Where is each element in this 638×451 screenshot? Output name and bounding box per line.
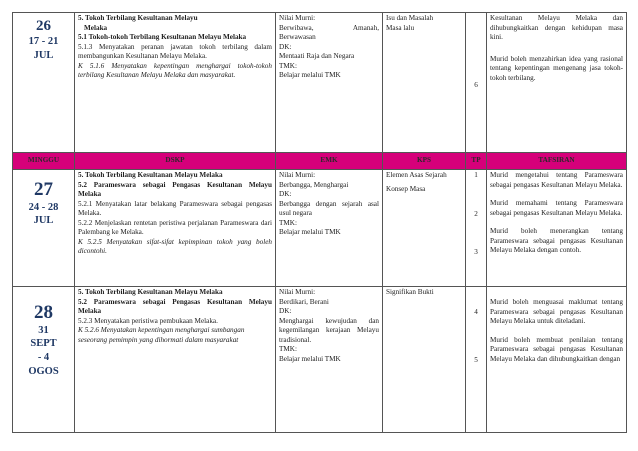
emk-value: Berdikari, Berani: [279, 297, 329, 306]
tp-cell: [466, 287, 487, 433]
dskp-standard: 5.2.3 Menyatakan peristiwa pembukaan Melaka.: [78, 316, 218, 325]
dskp-standard: K 5.2.5 Menyatakan sifat-sifat kepimpinan tokoh yang boleh dicontohi.: [78, 237, 272, 255]
week-date: OGOS: [28, 365, 59, 377]
emk-value: Berwibawa, Amanah, Berwawasan: [279, 23, 379, 41]
dskp-subtopic: 5.1 Tokoh-tokoh Terbilang Kesultanan Melayu Melaka: [78, 33, 247, 41]
tp-level: 2: [474, 209, 478, 218]
tp-cell: [466, 170, 487, 287]
dskp-standard: 5.1.3 Menyatakan peranan jawatan tokoh terbilang dalam membangunkan Kesultanan Melayu Melaka.: [78, 42, 272, 60]
kps-item: Elemen Asas Sejarah: [386, 171, 447, 179]
header-kps: KPS: [383, 153, 466, 170]
emk-value: Mentaati Raja dan Negara: [279, 52, 355, 60]
table-header: [13, 153, 627, 170]
header-tafsiran: TAFSIRAN: [487, 153, 627, 170]
tafsiran-text: Murid boleh menguasai maklumat tentang Parameswara sebagai pengasas Kesultanan Melayu Melaka untuk diteladani.: [490, 298, 623, 325]
header-dskp: DSKP: [75, 153, 276, 170]
kps-item: Isu dan Masalah: [386, 14, 434, 22]
kps-item: Masa lalu: [386, 23, 415, 32]
tp-level: 1: [474, 171, 478, 179]
kps-cell: [383, 287, 466, 433]
emk-value: Berbangga dengan sejarah asal usul negara: [279, 199, 379, 217]
emk-label: Nilai Murni:: [279, 171, 316, 179]
kps-cell: [383, 13, 466, 153]
emk-value: Belajar melalui TMK: [279, 71, 341, 79]
emk-cell: [276, 287, 383, 433]
kps-item: Konsep Masa: [386, 184, 426, 193]
emk-value: Belajar melalui TMK: [279, 354, 341, 363]
dskp-cell: [75, 287, 276, 433]
tafsiran-cell: [487, 13, 627, 153]
week-date: 17 - 21: [28, 36, 59, 48]
header-emk: EMK: [276, 153, 383, 170]
dskp-standard: 5.2.1 Menyatakan latar belakang Parameswara sebagai pengasas Melaka.: [78, 199, 272, 217]
week-number: 26: [36, 18, 51, 34]
week-date: - 4: [37, 352, 50, 364]
dskp-title: 5. Tokoh Terbilang Kesultanan Melayu: [78, 14, 198, 22]
week-date: 31: [38, 324, 49, 336]
dskp-standard: 5.2.2 Menjelaskan rentetan peristiwa perjalanan Parameswara dari Palembang ke Melaka.: [78, 218, 272, 236]
week-date: 24 - 28: [28, 201, 59, 213]
emk-label: DK:: [279, 307, 292, 315]
week-cell: [13, 287, 75, 433]
rpt-table: [12, 12, 627, 433]
tafsiran-cell: [487, 170, 627, 287]
dskp-title: Melaka: [84, 23, 108, 32]
tp-level: 6: [474, 81, 478, 89]
dskp-title: 5. Tokoh Terbilang Kesultanan Melayu Melaka: [78, 288, 223, 296]
tp-level: 3: [474, 248, 478, 256]
week-date: SEPT: [30, 338, 57, 350]
emk-label: Nilai Murni:: [279, 14, 316, 22]
header-minggu: MINGGU: [13, 153, 75, 170]
dskp-standard: seseorang pemimpin yang dihormati dalam masyarakat: [78, 335, 239, 344]
tafsiran-text: Murid memahami tentang Parameswara sebagai pengasas Kesultanan Melayu Melaka.: [490, 199, 623, 217]
dskp-standard: K 5.2.6 Menyatakan kepentingan menghargai sumbangan: [78, 326, 245, 334]
emk-label: TMK:: [279, 345, 297, 353]
tp-cell: [466, 13, 487, 153]
emk-label: DK:: [279, 42, 292, 51]
week-cell: [13, 170, 75, 287]
week-row-28: [13, 287, 627, 433]
dskp-cell: [75, 170, 276, 287]
dskp-cell: [75, 13, 276, 153]
week-row-26: [13, 13, 627, 153]
tp-level: 5: [474, 355, 478, 364]
week-row-27: [13, 170, 627, 287]
header-tp: TP: [466, 153, 487, 170]
tafsiran-cell: [487, 287, 627, 433]
tp-level: 4: [474, 308, 478, 316]
emk-label: TMK:: [279, 61, 297, 70]
dskp-standard: K 5.1.6 Menyatakan kepentingan menghargai tokoh-tokoh terbilang Kesultanan Melayu Melaka dan masyarakat.: [78, 61, 272, 79]
emk-value: Belajar melalui TMK: [279, 228, 341, 236]
emk-value: Menghargai kewujudan dan kegemilangan kerajaan Melayu tradisional.: [279, 316, 379, 344]
week-number: 28: [34, 302, 53, 323]
dskp-subtopic: 5.2 Parameswara sebagai Pengasas Kesultanan Melayu Melaka: [78, 297, 272, 315]
emk-label: DK:: [279, 190, 292, 198]
week-date: JUL: [33, 215, 54, 227]
tafsiran-text: Murid mengetahui tentang Parameswara sebagai pengasas Kesultanan Melayu Melaka.: [490, 171, 623, 189]
emk-label: TMK:: [279, 218, 297, 227]
week-date: JUL: [33, 49, 54, 61]
tafsiran-text: Murid boleh menzahirkan idea yang rasional tentang kepentingan mengenang jasa tokoh-tokoh terbilang.: [490, 54, 623, 82]
week-number: 27: [34, 179, 53, 200]
emk-value: Berbangga, Menghargai: [279, 180, 349, 189]
tafsiran-text: Kesultanan Melayu Melaka dan dihubungkaitkan dengan kehidupan masa kini.: [490, 14, 623, 41]
kps-cell: [383, 170, 466, 287]
emk-label: Nilai Murni:: [279, 288, 316, 296]
tafsiran-text: Murid boleh menerangkan tentang Parameswara sebagai pengasas Kesultanan Melayu Melaka dengan contoh.: [490, 227, 623, 254]
dskp-title: 5. Tokoh Terbilang Kesultanan Melayu Melaka: [78, 171, 223, 179]
emk-cell: [276, 13, 383, 153]
emk-cell: [276, 170, 383, 287]
dskp-subtopic: 5.2 Parameswara sebagai Pengasas Kesultanan Melayu Melaka: [78, 180, 272, 198]
week-cell: [13, 13, 75, 153]
tafsiran-text: Murid boleh membuat penilaian tentang Parameswara sebagai pengasas Kesultanan Melayu Melaka dan dihubungkaitkan dengan: [490, 335, 623, 363]
kps-item: Signifikan Bukti: [386, 288, 434, 296]
